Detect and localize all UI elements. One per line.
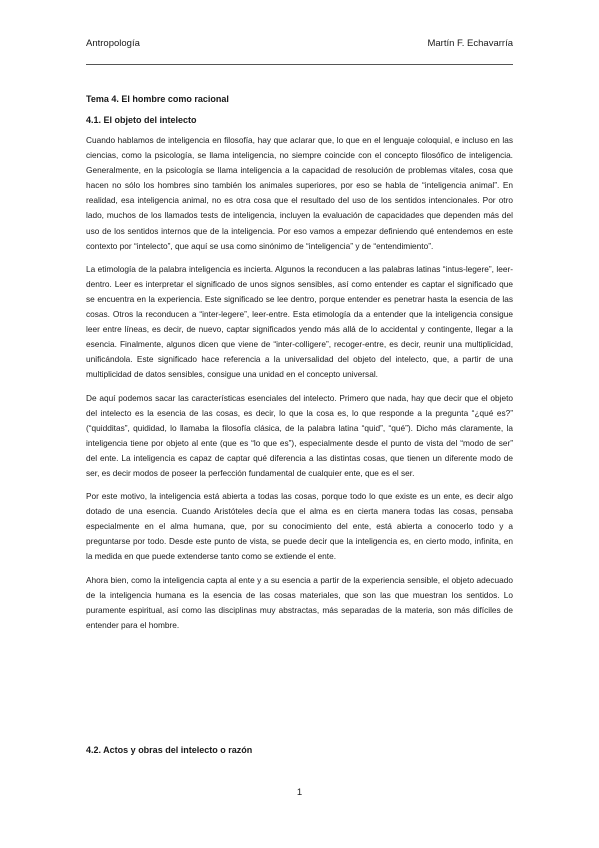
header-divider [86, 64, 513, 65]
page-header [86, 38, 513, 52]
paragraph: Cuando hablamos de inteligencia en filosofía, hay que aclarar que, lo que en el lenguaje coloquial, e incluso en las ciencias, como la psicología, se llama inteligencia, no siempre coincide con el concepto filosófico de inteligencia. Generalmente, en la psicología se llama inteligencia a la capacidad de resolución de problemas vitales, cosa que hacen no sólo los hombres sino también los animales superiores, por eso se habla de “inteligencia animal”. En realidad, esa inteligencia animal, no es otra cosa que el resultado del uso de los sentidos intencionales. Por otro lado, muchos de los llamados tests de inteligencia, incluyen la evaluación de capacidades que dependen más del uso de los sentidos internos que de la inteligencia. Por eso vamos a empezar definiendo qué entendemos en este contexto por “intelecto”, que aquí se usa como sinónimo de “inteligencia” y de “entendimiento”. [86, 135, 513, 251]
paragraph: De aquí podemos sacar las características esenciales del intelecto. Primero que nada, hay que decir que el objeto del intelecto es la esencia de las cosas, es decir, lo que la cosa es, lo que responde a la pregunta “¿qué es?” (“quidditas”, quididad, lo llamaba la filosofía clásica, de la palabra latina “quid”, “qué”). Dicho más claramente, la inteligencia tiene por objeto al ente (que es “lo que es”), especialmente desde el punto de vista del “modo de ser” del ente. La inteligencia es capaz de captar qué diferencia a las distintas cosas, que tienen un diferente modo de ser, es decir modos de poseer la perfección fundamental de cualquier ente, que es el ser. [86, 392, 513, 478]
header-right: Martín F. Echavarría [427, 38, 513, 49]
chapter-title: Tema 4. El hombre como racional [86, 94, 229, 104]
paragraph: La etimología de la palabra inteligencia es incierta. Algunos la reconducen a las palabras latinas “intus-legere”, leer-dentro. Leer es interpretar el significado de unos signos sensibles, así como entender es captar el significado que se encuentra en la experiencia. Este significado se lee dentro, porque entender es penetrar hasta la esencia de las cosas. Otros la reconducen a “inter-legere”, leer-entre. Esta etimología da a entender que la inteligencia consigue leer entre líneas, es decir, de nuevo, captar significados yendo más allá de lo accidental y contingente, llegar a la esencia. Finalmente, algunos dicen que viene de “inter-colligere”, recoger-entre, es decir, reunir una multiplicidad, unificándola. Este significado hace referencia a la universalidad del objeto del intelecto, que, a partir de una multiplicidad de datos sensibles, consigue una unidad en el concepto universal. [86, 263, 513, 380]
paragraph: Por este motivo, la inteligencia está abierta a todas las cosas, porque todo lo que existe es un ente, es decir algo dotado de una esencia. Cuando Aristóteles decía que el alma es en cierta manera todas las cosas, pensaba especialmente en el alma humana, que, por su conocimiento del ente, está abierta a conocerlo todo y a preguntarse por todo. Desde este punto de vista, se puede decir que la inteligencia es, en cierto modo, infinita, en la medida en que puede extenderse tanto como se extiende el ente. [86, 491, 513, 562]
page-number: 1 [296, 787, 303, 798]
header-left: Antropología [86, 38, 140, 49]
section-title: 4.2. Actos y obras del intelecto o razón [86, 745, 253, 755]
paragraph: Ahora bien, como la inteligencia capta al ente y a su esencia a partir de la experiencia sensible, el objeto adecuado de la inteligencia humana es la esencia de las cosas materiales, que son las que muestran los sentidos. Lo puramente espiritual, así como las disciplinas muy abstractas, más separadas de la materia, son más difíciles de entender para el hombre. [86, 574, 513, 630]
section-title: 4.1. El objeto del intelecto [86, 115, 197, 125]
page-body [86, 93, 513, 641]
